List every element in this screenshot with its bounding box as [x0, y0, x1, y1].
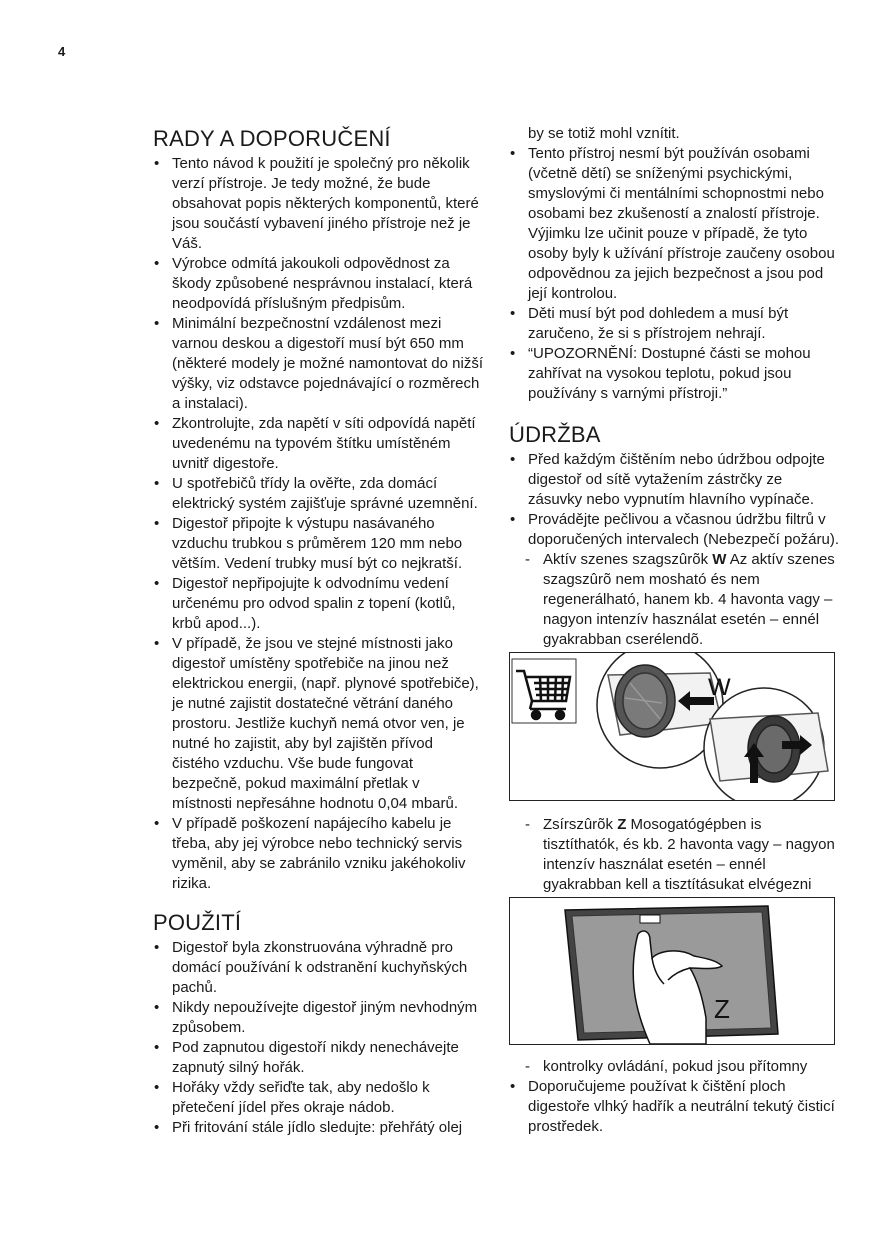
filter-letter-z: Z: [617, 816, 627, 833]
list-item: • Tento návod k použití je společný pro několik verzí přístroje. Je tedy možné, že bude obsahovat popis některých komponentů, které jsou součástí vybavení jiného přístroje než je Váš.: [153, 154, 483, 254]
shopping-cart-icon: [512, 659, 576, 723]
grease-filter-illustration: [510, 898, 834, 1044]
list-item: • Tento přístroj nesmí být používán osobami (včetně dětí) se sníženými psychickými, smyslovými či mentálními schopnostmi nebo osobami bez zkušeností a znalostí přístroje. Výjimku lze učinit pouze v případě, že tyto osoby byly k užívání přístroje zaučeny osobou odpovědnou za jejich bezpečnost a jsou pod její kontrolou.: [509, 144, 839, 304]
list-item: • Před každým čištěním nebo údržbou odpojte digestoř od sítě vytažením zástrčky ze zásuvky nebo vypnutím hlavního vypínače.: [509, 450, 839, 510]
sub-item-text: Mosogatógépben is tisztíthatók, és kb. 2 havonta vagy – nagyon intenzív használat esetén – ennél gyakrabban kell a tisztításukat elvégezni: [543, 816, 835, 893]
list-item: • Provádějte pečlivou a včasnou údržbu filtrů v doporučených intervalech (Nebezpečí požáru).: [509, 510, 839, 550]
list-item: • Děti musí být pod dohledem a musí být zaručeno, že si s přístrojem nehrají.: [509, 304, 839, 344]
page-number: 4: [58, 44, 66, 59]
list-item: • Nikdy nepoužívejte digestoř jiným nevhodným způsobem.: [153, 998, 483, 1038]
sub-item-text: Zsírszûrõk: [543, 816, 618, 833]
section-title-pouziti: POUŽITÍ: [153, 910, 242, 935]
carbon-filter-illustration: [510, 653, 834, 800]
carbon-filter-figure: [509, 652, 835, 801]
list-item: • Výrobce odmítá jakoukoli odpovědnost za škody způsobené nesprávnou instalací, která neodpovídá příslušným předpisům.: [153, 254, 483, 314]
sub-item-carbon-filter: [509, 550, 839, 650]
grease-filter-figure: [509, 897, 835, 1045]
list-item: • Digestoř nepřipojujte k odvodnímu vedení určenému pro odvod spalin z topení (kotlů, krbů apod...).: [153, 574, 483, 634]
udrzba-list-3: [509, 1057, 839, 1137]
sub-item-controls: - kontrolky ovládání, pokud jsou přítomny: [509, 1057, 839, 1077]
list-item: • Minimální bezpečnostní vzdálenost mezi varnou deskou a digestoří musí být 650 mm (některé modely je možné namontovat do nižší výšky, viz odstavce pojednávající o rozměrech a instalaci).: [153, 314, 483, 414]
figure-label-z: Z: [714, 994, 730, 1024]
section-title-udrzba: ÚDRŽBA: [509, 422, 601, 447]
list-item: • Hořáky vždy seřiďte tak, aby nedošlo k přetečení jídel přes okraje nádob.: [153, 1078, 483, 1118]
list-item: • U spotřebičů třídy la ověřte, zda domácí elektrický systém zajišťuje správné uzemnění.: [153, 474, 483, 514]
udrzba-list-2: [509, 815, 839, 895]
list-item: • Doporučujeme používat k čištění ploch digestoře vlhký hadřík a neutrální tekutý čisticí prostředek.: [509, 1077, 839, 1137]
list-item: • V případě poškození napájecího kabelu je třeba, aby jej výrobce nebo technický servis vyměnil, aby se zabránilo vzniku jakéhokoliv rizika.: [153, 814, 483, 894]
list-item: • V případě, že jsou ve stejné místnosti jako digestoř umístěny spotřebiče na jinou než elektrickou energii, (např. plynové spotřebiče), je nutné zajistit dostatečné větrání daného prostoru. Jestliže kuchyň nemá otvor ven, je nutné ho zajistit, aby byl zajištěn přívod čistého vzduchu. Vše bude fungovat bezpečně, pokud maximální přetlak v místnosti nepřesáhne hodnotu 0,04 mbarů.: [153, 634, 483, 814]
right-column: [509, 124, 839, 1137]
udrzba-list: [509, 450, 839, 650]
sub-item-text: Az aktív szenes szagszûrõ nem mosható és nem regenerálható, hanem kb. 4 havonta vagy – nagyon intenzív használat esetén – ennél gyakrabban cserélendõ.: [543, 551, 835, 648]
pouziti-list: [153, 938, 483, 1138]
pouziti-list-continued: [509, 124, 839, 404]
list-item: • Zkontrolujte, zda napětí v síti odpovídá napětí uvedenému na typovém štítku umístěném uvnitř digestoře.: [153, 414, 483, 474]
figure-label-w: W: [708, 674, 731, 701]
sub-item-text: Aktív szenes szagszûrõk: [543, 551, 713, 568]
list-item: • Digestoř připojte k výstupu nasávaného vzduchu trubkou s průměrem 120 mm nebo větším. Vedení trubky musí být co nejkratší.: [153, 514, 483, 574]
list-item-continuation: by se totiž mohl vznítit.: [528, 125, 680, 142]
rady-list: [153, 154, 483, 894]
section-title-rady: RADY A DOPORUČENÍ: [153, 126, 391, 151]
list-item: • “UPOZORNĚNÍ: Dostupné části se mohou zahřívat na vysokou teplotu, pokud jsou používány s varnými přístroji.”: [509, 344, 839, 404]
filter-letter-w: W: [712, 551, 727, 568]
list-item: • Pod zapnutou digestoří nikdy nenechávejte zapnutý silný hořák.: [153, 1038, 483, 1078]
list-item: • Při fritování stále jídlo sledujte: přehřátý olej: [153, 1118, 483, 1138]
sub-item-grease-filter: [509, 815, 839, 895]
left-column: [153, 124, 483, 1138]
list-item: • Digestoř byla zkonstruována výhradně pro domácí používání k odstranění kuchyňských pachů.: [153, 938, 483, 998]
